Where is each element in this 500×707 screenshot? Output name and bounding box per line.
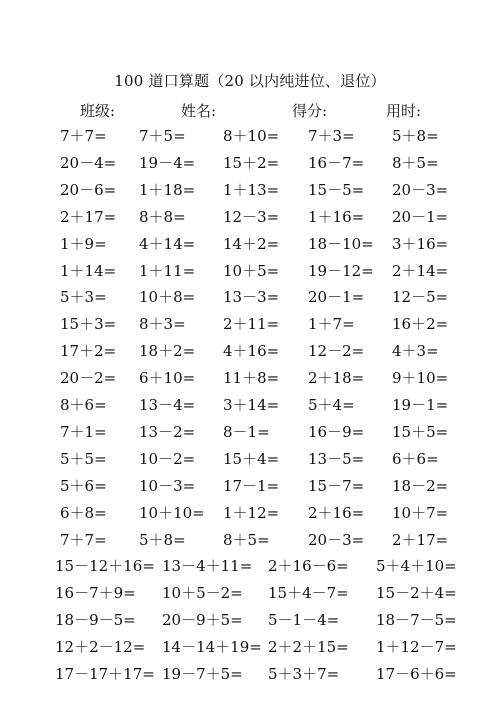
- problem-b-r3-c3: 5－1－4=: [268, 611, 340, 629]
- problem-b-r2-c2: 10＋5－2=: [162, 584, 243, 602]
- problem-a-r4-c3: 12－3=: [223, 208, 280, 226]
- problem-a-r8-c5: 16＋2=: [392, 315, 449, 333]
- problem-a-r8-c4: 1＋7=: [308, 315, 355, 333]
- problem-a-r5-c4: 18－10=: [308, 235, 374, 253]
- problem-a-r6-c1: 1＋14=: [60, 262, 117, 280]
- problem-a-r12-c4: 16－9=: [308, 423, 365, 441]
- problem-a-r5-c1: 1＋9=: [60, 235, 107, 253]
- problem-a-r4-c4: 1＋16=: [308, 208, 365, 226]
- problem-b-r5-c1: 17－17＋17=: [55, 665, 155, 683]
- problem-a-r6-c5: 2＋14=: [392, 262, 449, 280]
- name-label: 姓名:: [181, 102, 217, 120]
- problem-a-r1-c3: 8＋10=: [223, 127, 280, 145]
- problem-a-r8-c1: 15＋3=: [60, 315, 117, 333]
- problem-b-r2-c1: 16－7＋9=: [55, 584, 136, 602]
- problem-a-r13-c4: 13－5=: [308, 450, 365, 468]
- problem-a-r8-c3: 2＋11=: [223, 315, 280, 333]
- problem-a-r7-c3: 13－3=: [223, 288, 280, 306]
- problem-a-r11-c1: 8＋6=: [60, 396, 107, 414]
- problem-a-r2-c3: 15＋2=: [223, 154, 280, 172]
- problem-a-r4-c2: 8＋8=: [139, 208, 186, 226]
- score-label: 得分:: [292, 102, 328, 120]
- problem-a-r10-c4: 2＋18=: [308, 369, 365, 387]
- problem-a-r3-c5: 20－3=: [392, 181, 449, 199]
- problem-a-r1-c2: 7＋5=: [139, 127, 186, 145]
- problem-a-r16-c2: 5＋8=: [139, 531, 186, 549]
- problem-a-r3-c4: 15－5=: [308, 181, 365, 199]
- problem-b-r1-c2: 13－4＋11=: [162, 557, 253, 575]
- problem-a-r14-c3: 17－1=: [223, 477, 280, 495]
- problem-b-r1-c1: 15－12＋16=: [55, 557, 155, 575]
- problem-a-r15-c1: 6＋8=: [60, 504, 107, 522]
- problem-a-r3-c3: 1＋13=: [223, 181, 280, 199]
- problem-b-r1-c3: 2＋16－6=: [268, 557, 349, 575]
- problem-a-r3-c2: 1＋18=: [139, 181, 196, 199]
- problem-b-r2-c4: 15－2＋4=: [376, 584, 457, 602]
- problem-b-r4-c1: 12＋2－12=: [55, 638, 146, 656]
- problem-a-r2-c5: 8＋5=: [392, 154, 439, 172]
- problem-a-r4-c5: 20－1=: [392, 208, 449, 226]
- class-label: 班级:: [80, 102, 116, 120]
- problem-a-r16-c1: 7＋7=: [60, 531, 107, 549]
- problem-a-r15-c2: 10＋10=: [139, 504, 205, 522]
- problem-b-r5-c4: 17－6＋6=: [376, 665, 457, 683]
- page-title: 100 道口算题（20 以内纯进位、退位）: [114, 72, 386, 90]
- problem-a-r11-c4: 5＋4=: [308, 396, 355, 414]
- problem-a-r9-c4: 12－2=: [308, 342, 365, 360]
- problem-a-r14-c1: 5＋6=: [60, 477, 107, 495]
- problem-a-r16-c4: 20－3=: [308, 531, 365, 549]
- problem-b-r1-c4: 5＋4＋10=: [376, 557, 457, 575]
- problem-a-r12-c1: 7＋1=: [60, 423, 107, 441]
- problem-a-r14-c4: 15－7=: [308, 477, 365, 495]
- problem-a-r8-c2: 8＋3=: [139, 315, 186, 333]
- problem-a-r13-c3: 15＋4=: [223, 450, 280, 468]
- problem-a-r2-c1: 20－4=: [60, 154, 117, 172]
- problem-a-r10-c5: 9＋10=: [392, 369, 449, 387]
- problem-b-r3-c1: 18－9－5=: [55, 611, 136, 629]
- problem-a-r16-c3: 8＋5=: [223, 531, 270, 549]
- problem-b-r2-c3: 15＋4－7=: [268, 584, 349, 602]
- problem-a-r7-c5: 12－5=: [392, 288, 449, 306]
- problem-a-r15-c4: 2＋16=: [308, 504, 365, 522]
- problem-a-r7-c2: 10＋8=: [139, 288, 196, 306]
- problem-b-r4-c2: 14－14＋19=: [162, 638, 262, 656]
- problem-a-r11-c5: 19－1=: [392, 396, 449, 414]
- problem-a-r11-c2: 13－4=: [139, 396, 196, 414]
- problem-a-r7-c4: 20－1=: [308, 288, 365, 306]
- time-label: 用时:: [386, 102, 422, 120]
- problem-a-r14-c2: 10－3=: [139, 477, 196, 495]
- problem-a-r16-c5: 2＋17=: [392, 531, 449, 549]
- problem-a-r9-c3: 4＋16=: [223, 342, 280, 360]
- problem-a-r13-c5: 6＋6=: [392, 450, 439, 468]
- problem-a-r9-c1: 17＋2=: [60, 342, 117, 360]
- problem-a-r1-c1: 7＋7=: [60, 127, 107, 145]
- problem-a-r10-c3: 11＋8=: [223, 369, 280, 387]
- problem-a-r9-c2: 18＋2=: [139, 342, 196, 360]
- problem-b-r3-c4: 18－7－5=: [376, 611, 457, 629]
- problem-a-r5-c5: 3＋16=: [392, 235, 449, 253]
- problem-a-r15-c5: 10＋7=: [392, 504, 449, 522]
- problem-a-r4-c1: 2＋17=: [60, 208, 117, 226]
- problem-a-r14-c5: 18－2=: [392, 477, 449, 495]
- problem-a-r2-c2: 19－4=: [139, 154, 196, 172]
- problem-b-r4-c4: 1＋12－7=: [376, 638, 457, 656]
- problem-a-r7-c1: 5＋3=: [60, 288, 107, 306]
- problem-a-r10-c2: 6＋10=: [139, 369, 196, 387]
- problem-a-r3-c1: 20－6=: [60, 181, 117, 199]
- problem-a-r6-c3: 10＋5=: [223, 262, 280, 280]
- problem-b-r5-c2: 19－7＋5=: [162, 665, 243, 683]
- problem-a-r10-c1: 20－2=: [60, 369, 117, 387]
- problem-a-r12-c5: 15＋5=: [392, 423, 449, 441]
- problem-a-r13-c1: 5＋5=: [60, 450, 107, 468]
- problem-a-r13-c2: 10－2=: [139, 450, 196, 468]
- problem-b-r4-c3: 2＋2＋15=: [268, 638, 349, 656]
- problem-a-r12-c3: 8－1=: [223, 423, 270, 441]
- problem-a-r15-c3: 1＋12=: [223, 504, 280, 522]
- problem-a-r11-c3: 3＋14=: [223, 396, 280, 414]
- problem-a-r1-c5: 5＋8=: [392, 127, 439, 145]
- problem-a-r2-c4: 16－7=: [308, 154, 365, 172]
- problem-a-r5-c2: 4＋14=: [139, 235, 196, 253]
- problem-a-r9-c5: 4＋3=: [392, 342, 439, 360]
- problem-a-r1-c4: 7＋3=: [308, 127, 355, 145]
- problem-a-r5-c3: 14＋2=: [223, 235, 280, 253]
- problem-a-r6-c2: 1＋11=: [139, 262, 196, 280]
- problem-b-r5-c3: 5＋3＋7=: [268, 665, 340, 683]
- problem-b-r3-c2: 20－9＋5=: [162, 611, 243, 629]
- problem-a-r6-c4: 19－12=: [308, 262, 374, 280]
- problem-a-r12-c2: 13－2=: [139, 423, 196, 441]
